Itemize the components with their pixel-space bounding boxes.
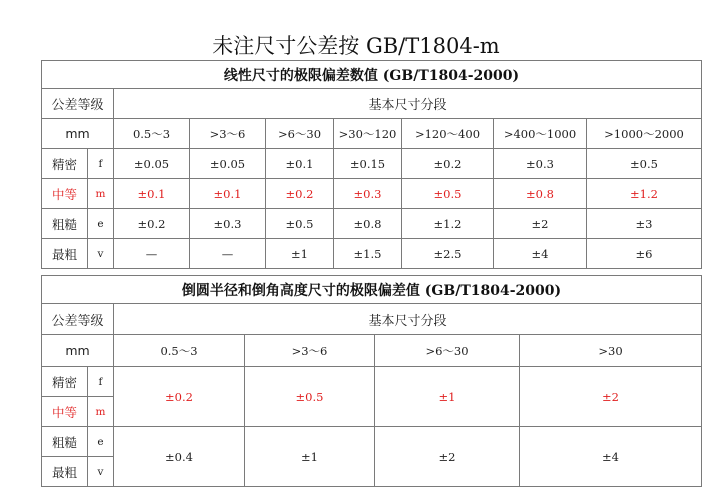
range-cell: >1000～2000 xyxy=(587,119,702,149)
tolerance-value: ±0.1 xyxy=(266,149,334,179)
tolerance-value: ±1.2 xyxy=(402,209,494,239)
tolerance-value: ±0.5 xyxy=(587,149,702,179)
grade-name: 粗糙 xyxy=(42,427,88,457)
tolerance-value: ±0.05 xyxy=(114,149,190,179)
tolerance-value: ±0.2 xyxy=(402,149,494,179)
tolerance-value: ±2 xyxy=(494,209,587,239)
table-row xyxy=(42,209,702,239)
range-cell: >120～400 xyxy=(402,119,494,149)
tolerance-value: — xyxy=(190,239,266,269)
unit-label: mm xyxy=(42,119,114,149)
grade-name: 精密 xyxy=(42,367,88,397)
grade-name: 中等 xyxy=(42,397,88,427)
grade-code: f xyxy=(88,149,114,179)
grade-name: 精密 xyxy=(42,149,88,179)
tolerance-value: ±0.2 xyxy=(114,209,190,239)
range-cell: 0.5～3 xyxy=(114,335,245,367)
range-cell: >30～120 xyxy=(334,119,402,149)
table-row xyxy=(42,427,702,457)
tolerance-value: ±2.5 xyxy=(402,239,494,269)
range-cell: >3～6 xyxy=(190,119,266,149)
grade-code: m xyxy=(88,179,114,209)
linear-tolerance-table xyxy=(41,60,702,269)
section-title-fillet: 倒圆半径和倒角高度尺寸的极限偏差值 (GB/T1804-2000) xyxy=(42,276,702,304)
tolerance-value: — xyxy=(114,239,190,269)
table-row xyxy=(42,367,702,397)
tolerance-value: ±2 xyxy=(520,367,702,427)
fillet-chamfer-tolerance-table xyxy=(41,275,702,487)
tolerance-value: ±0.1 xyxy=(190,179,266,209)
tolerance-value: ±0.5 xyxy=(245,367,375,427)
tolerance-value: ±0.3 xyxy=(494,149,587,179)
grade-code: e xyxy=(88,209,114,239)
range-cell: >6～30 xyxy=(266,119,334,149)
range-cell: 0.5～3 xyxy=(114,119,190,149)
range-header: 基本尺寸分段 xyxy=(114,304,702,335)
unit-label: mm xyxy=(42,335,114,367)
range-cell: >6～30 xyxy=(375,335,520,367)
tolerance-value: ±0.8 xyxy=(494,179,587,209)
tolerance-value: ±0.5 xyxy=(266,209,334,239)
grade-name: 最粗 xyxy=(42,239,88,269)
tolerance-value: ±0.15 xyxy=(334,149,402,179)
range-row xyxy=(42,119,702,149)
tolerance-value: ±4 xyxy=(520,427,702,487)
tolerance-value: ±0.05 xyxy=(190,149,266,179)
range-cell: >400～1000 xyxy=(494,119,587,149)
grade-code: m xyxy=(88,397,114,427)
tolerance-value: ±1 xyxy=(245,427,375,487)
grade-code: f xyxy=(88,367,114,397)
tolerance-value: ±0.1 xyxy=(114,179,190,209)
grade-header: 公差等级 xyxy=(42,89,114,119)
section-title-linear: 线性尺寸的极限偏差数值 (GB/T1804-2000) xyxy=(42,61,702,89)
tolerance-value: ±0.8 xyxy=(334,209,402,239)
grade-name: 中等 xyxy=(42,179,88,209)
tolerance-value: ±0.2 xyxy=(266,179,334,209)
page-title: 未注尺寸公差按 GB/T1804-m xyxy=(212,34,500,58)
tolerance-value: ±0.4 xyxy=(114,427,245,487)
grade-name: 最粗 xyxy=(42,457,88,487)
table-row xyxy=(42,149,702,179)
range-cell: >3～6 xyxy=(245,335,375,367)
tolerance-value: ±4 xyxy=(494,239,587,269)
tolerance-value: ±0.3 xyxy=(334,179,402,209)
tolerance-value: ±0.2 xyxy=(114,367,245,427)
tolerance-value: ±2 xyxy=(375,427,520,487)
table-row xyxy=(42,239,702,269)
tolerance-value: ±1.2 xyxy=(587,179,702,209)
range-row xyxy=(42,335,702,367)
tolerance-value: ±3 xyxy=(587,209,702,239)
table-row-highlight xyxy=(42,179,702,209)
grade-header: 公差等级 xyxy=(42,304,114,335)
grade-name: 粗糙 xyxy=(42,209,88,239)
grade-code: v xyxy=(88,239,114,269)
range-cell: >30 xyxy=(520,335,702,367)
tolerance-value: ±1 xyxy=(375,367,520,427)
tolerance-value: ±1.5 xyxy=(334,239,402,269)
tolerance-value: ±1 xyxy=(266,239,334,269)
grade-code: e xyxy=(88,427,114,457)
range-header: 基本尺寸分段 xyxy=(114,89,702,119)
tolerance-value: ±0.5 xyxy=(402,179,494,209)
grade-code: v xyxy=(88,457,114,487)
tolerance-value: ±6 xyxy=(587,239,702,269)
tolerance-value: ±0.3 xyxy=(190,209,266,239)
